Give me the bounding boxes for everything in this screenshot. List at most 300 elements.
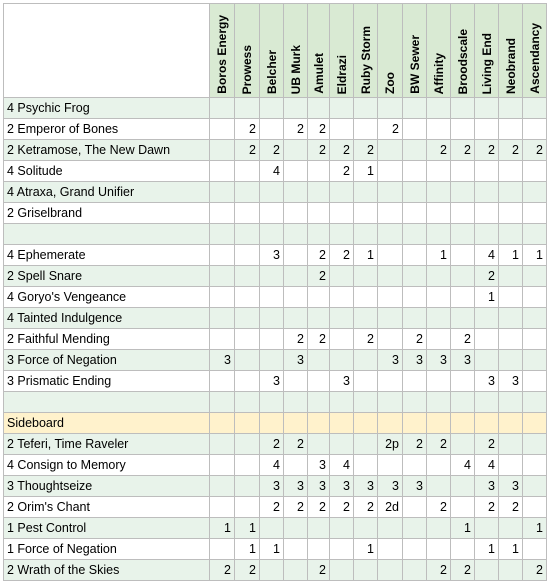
count-cell[interactable] [451,392,475,413]
count-cell[interactable] [210,98,235,119]
count-cell[interactable] [210,245,235,266]
count-cell[interactable]: 2p [378,434,403,455]
count-cell[interactable] [308,98,330,119]
count-cell[interactable] [427,203,451,224]
count-cell[interactable] [378,308,403,329]
count-cell[interactable] [284,308,308,329]
count-cell[interactable] [499,413,523,434]
count-cell[interactable] [330,182,354,203]
count-cell[interactable] [235,203,260,224]
count-cell[interactable] [378,329,403,350]
count-cell[interactable] [330,434,354,455]
count-cell[interactable] [403,203,427,224]
count-cell[interactable] [523,539,547,560]
count-cell[interactable] [330,392,354,413]
count-cell[interactable]: 2 [284,119,308,140]
count-cell[interactable]: 4 [260,455,284,476]
count-cell[interactable] [499,455,523,476]
count-cell[interactable] [235,266,260,287]
count-cell[interactable] [378,245,403,266]
count-cell[interactable] [523,434,547,455]
deck-header[interactable] [284,4,308,98]
count-cell[interactable] [210,476,235,497]
count-cell[interactable]: 2 [451,560,475,581]
count-cell[interactable] [235,98,260,119]
count-cell[interactable] [403,182,427,203]
corner-cell[interactable] [4,4,210,98]
count-cell[interactable] [210,140,235,161]
count-cell[interactable] [260,224,284,245]
count-cell[interactable]: 2 [427,140,451,161]
count-cell[interactable] [210,308,235,329]
count-cell[interactable] [427,266,451,287]
deck-header[interactable] [451,4,475,98]
count-cell[interactable] [330,329,354,350]
count-cell[interactable]: 3 [499,476,523,497]
deck-header[interactable] [427,4,451,98]
deck-header[interactable] [260,4,284,98]
count-cell[interactable]: 3 [378,476,403,497]
count-cell[interactable]: 3 [260,245,284,266]
count-cell[interactable] [499,350,523,371]
card-name-cell[interactable]: 3 Prismatic Ending [4,371,210,392]
count-cell[interactable]: 1 [354,245,378,266]
count-cell[interactable] [235,182,260,203]
count-cell[interactable] [523,497,547,518]
count-cell[interactable] [284,413,308,434]
count-cell[interactable] [451,371,475,392]
count-cell[interactable]: 3 [330,476,354,497]
count-cell[interactable] [451,119,475,140]
count-cell[interactable]: 2 [499,497,523,518]
count-cell[interactable]: 1 [523,518,547,539]
count-cell[interactable] [475,350,499,371]
count-cell[interactable]: 2 [475,497,499,518]
count-cell[interactable] [475,203,499,224]
count-cell[interactable] [260,119,284,140]
count-cell[interactable]: 3 [260,371,284,392]
count-cell[interactable] [523,224,547,245]
count-cell[interactable] [354,98,378,119]
count-cell[interactable]: 2 [330,497,354,518]
count-cell[interactable] [260,98,284,119]
count-cell[interactable]: 4 [330,455,354,476]
count-cell[interactable]: 2 [308,245,330,266]
count-cell[interactable]: 1 [499,539,523,560]
count-cell[interactable]: 2 [308,329,330,350]
count-cell[interactable] [330,287,354,308]
count-cell[interactable] [284,182,308,203]
card-name-cell[interactable]: 4 Goryo's Vengeance [4,287,210,308]
count-cell[interactable] [210,119,235,140]
count-cell[interactable] [260,266,284,287]
count-cell[interactable] [427,308,451,329]
count-cell[interactable] [308,392,330,413]
count-cell[interactable]: 3 [354,476,378,497]
count-cell[interactable] [523,329,547,350]
count-cell[interactable] [451,539,475,560]
count-cell[interactable] [378,539,403,560]
count-cell[interactable]: 4 [475,455,499,476]
count-cell[interactable] [499,329,523,350]
count-cell[interactable] [475,119,499,140]
count-cell[interactable] [308,287,330,308]
count-cell[interactable] [499,119,523,140]
count-cell[interactable] [284,560,308,581]
count-cell[interactable] [378,224,403,245]
count-cell[interactable] [403,224,427,245]
count-cell[interactable] [523,98,547,119]
count-cell[interactable] [284,161,308,182]
count-cell[interactable] [427,287,451,308]
count-cell[interactable]: 1 [451,518,475,539]
count-cell[interactable] [523,413,547,434]
count-cell[interactable] [354,371,378,392]
count-cell[interactable] [499,518,523,539]
count-cell[interactable] [284,224,308,245]
count-cell[interactable] [330,119,354,140]
count-cell[interactable] [308,371,330,392]
count-cell[interactable] [354,224,378,245]
count-cell[interactable]: 3 [308,476,330,497]
count-cell[interactable] [475,98,499,119]
count-cell[interactable] [210,371,235,392]
count-cell[interactable] [260,203,284,224]
count-cell[interactable]: 2 [308,560,330,581]
count-cell[interactable]: 2 [354,329,378,350]
count-cell[interactable] [330,539,354,560]
count-cell[interactable] [499,308,523,329]
count-cell[interactable] [499,98,523,119]
count-cell[interactable] [475,161,499,182]
count-cell[interactable]: 2 [427,497,451,518]
count-cell[interactable]: 3 [451,350,475,371]
count-cell[interactable] [403,98,427,119]
count-cell[interactable]: 2 [523,560,547,581]
count-cell[interactable] [210,182,235,203]
count-cell[interactable] [284,518,308,539]
count-cell[interactable] [451,476,475,497]
count-cell[interactable] [284,140,308,161]
count-cell[interactable] [427,329,451,350]
count-cell[interactable] [427,371,451,392]
count-cell[interactable]: 2 [260,434,284,455]
count-cell[interactable]: 2 [378,119,403,140]
count-cell[interactable] [284,455,308,476]
count-cell[interactable] [210,497,235,518]
count-cell[interactable]: 2 [308,119,330,140]
count-cell[interactable] [284,245,308,266]
count-cell[interactable]: 3 [330,371,354,392]
count-cell[interactable] [378,560,403,581]
count-cell[interactable]: 2 [260,140,284,161]
count-cell[interactable] [523,287,547,308]
count-cell[interactable] [475,182,499,203]
card-name-cell[interactable]: 3 Thoughtseize [4,476,210,497]
count-cell[interactable] [451,245,475,266]
count-cell[interactable] [523,203,547,224]
count-cell[interactable] [354,350,378,371]
card-name-cell[interactable]: 3 Force of Negation [4,350,210,371]
count-cell[interactable] [308,161,330,182]
count-cell[interactable] [499,392,523,413]
count-cell[interactable]: 2 [308,497,330,518]
count-cell[interactable] [523,476,547,497]
count-cell[interactable] [523,182,547,203]
count-cell[interactable] [210,413,235,434]
count-cell[interactable] [523,161,547,182]
count-cell[interactable] [235,392,260,413]
card-name-cell[interactable]: 2 Emperor of Bones [4,119,210,140]
count-cell[interactable] [378,287,403,308]
count-cell[interactable] [354,119,378,140]
count-cell[interactable] [499,203,523,224]
deck-header[interactable] [475,4,499,98]
count-cell[interactable]: 3 [284,350,308,371]
count-cell[interactable] [499,182,523,203]
count-cell[interactable]: 3 [427,350,451,371]
count-cell[interactable] [427,161,451,182]
count-cell[interactable]: 2 [403,329,427,350]
count-cell[interactable] [235,287,260,308]
count-cell[interactable]: 2 [403,434,427,455]
count-cell[interactable] [451,434,475,455]
deck-header[interactable] [378,4,403,98]
count-cell[interactable] [378,413,403,434]
count-cell[interactable] [260,308,284,329]
count-cell[interactable]: 1 [354,539,378,560]
count-cell[interactable] [235,476,260,497]
count-cell[interactable] [284,266,308,287]
deck-header[interactable] [235,4,260,98]
count-cell[interactable] [451,497,475,518]
card-name-cell[interactable]: 2 Faithful Mending [4,329,210,350]
count-cell[interactable] [330,413,354,434]
count-cell[interactable]: 2 [308,140,330,161]
count-cell[interactable] [284,287,308,308]
deck-header[interactable] [523,4,547,98]
card-name-cell[interactable] [4,392,210,413]
count-cell[interactable] [475,413,499,434]
count-cell[interactable] [354,287,378,308]
count-cell[interactable] [210,287,235,308]
deck-header[interactable] [210,4,235,98]
count-cell[interactable] [330,350,354,371]
count-cell[interactable]: 2 [284,497,308,518]
deck-header[interactable] [330,4,354,98]
count-cell[interactable] [235,245,260,266]
card-name-cell[interactable]: 2 Wrath of the Skies [4,560,210,581]
count-cell[interactable] [427,455,451,476]
count-cell[interactable] [427,182,451,203]
count-cell[interactable] [499,266,523,287]
deck-header[interactable] [499,4,523,98]
count-cell[interactable] [210,266,235,287]
count-cell[interactable]: 1 [499,245,523,266]
count-cell[interactable] [451,413,475,434]
count-cell[interactable]: 1 [260,539,284,560]
count-cell[interactable] [354,392,378,413]
count-cell[interactable] [378,266,403,287]
count-cell[interactable]: 3 [308,455,330,476]
count-cell[interactable] [210,455,235,476]
count-cell[interactable] [403,455,427,476]
count-cell[interactable] [523,119,547,140]
count-cell[interactable] [427,518,451,539]
count-cell[interactable]: 2 [475,266,499,287]
count-cell[interactable] [403,560,427,581]
count-cell[interactable] [308,350,330,371]
count-cell[interactable]: 4 [260,161,284,182]
count-cell[interactable] [354,518,378,539]
count-cell[interactable] [308,518,330,539]
count-cell[interactable]: 3 [284,476,308,497]
count-cell[interactable] [260,413,284,434]
card-name-cell[interactable] [4,224,210,245]
count-cell[interactable] [403,497,427,518]
count-cell[interactable] [210,224,235,245]
count-cell[interactable] [330,224,354,245]
count-cell[interactable] [499,224,523,245]
count-cell[interactable] [523,308,547,329]
count-cell[interactable] [523,371,547,392]
deck-header[interactable] [308,4,330,98]
count-cell[interactable] [499,287,523,308]
count-cell[interactable] [235,350,260,371]
count-cell[interactable] [427,98,451,119]
count-cell[interactable] [451,98,475,119]
count-cell[interactable]: 2 [475,140,499,161]
count-cell[interactable] [330,560,354,581]
count-cell[interactable]: 2 [523,140,547,161]
count-cell[interactable] [330,266,354,287]
count-cell[interactable]: 2 [330,245,354,266]
count-cell[interactable]: 4 [475,245,499,266]
count-cell[interactable] [451,308,475,329]
count-cell[interactable] [427,392,451,413]
count-cell[interactable] [210,203,235,224]
count-cell[interactable]: 3 [475,371,499,392]
count-cell[interactable]: 1 [475,287,499,308]
count-cell[interactable] [330,98,354,119]
count-cell[interactable] [499,434,523,455]
card-name-cell[interactable]: 4 Ephemerate [4,245,210,266]
count-cell[interactable] [235,497,260,518]
count-cell[interactable] [308,434,330,455]
count-cell[interactable] [427,413,451,434]
count-cell[interactable]: 2 [354,140,378,161]
count-cell[interactable] [475,518,499,539]
count-cell[interactable]: 1 [354,161,378,182]
count-cell[interactable] [210,161,235,182]
count-cell[interactable] [427,119,451,140]
count-cell[interactable] [451,266,475,287]
count-cell[interactable] [308,539,330,560]
count-cell[interactable] [403,308,427,329]
count-cell[interactable] [378,140,403,161]
count-cell[interactable] [475,392,499,413]
count-cell[interactable]: 1 [427,245,451,266]
count-cell[interactable] [210,392,235,413]
card-name-cell[interactable]: 4 Psychic Frog [4,98,210,119]
count-cell[interactable] [308,224,330,245]
card-name-cell[interactable]: 2 Spell Snare [4,266,210,287]
count-cell[interactable] [378,455,403,476]
count-cell[interactable] [235,455,260,476]
count-cell[interactable] [378,161,403,182]
count-cell[interactable] [308,182,330,203]
count-cell[interactable] [284,203,308,224]
count-cell[interactable] [378,182,403,203]
count-cell[interactable] [354,413,378,434]
count-cell[interactable]: 3 [210,350,235,371]
count-cell[interactable] [330,518,354,539]
count-cell[interactable]: 1 [235,539,260,560]
count-cell[interactable] [260,392,284,413]
count-cell[interactable] [403,287,427,308]
count-cell[interactable] [354,434,378,455]
card-name-cell[interactable]: 1 Pest Control [4,518,210,539]
count-cell[interactable]: 3 [499,371,523,392]
count-cell[interactable]: 2 [427,560,451,581]
count-cell[interactable]: 1 [475,539,499,560]
count-cell[interactable] [260,560,284,581]
count-cell[interactable] [523,392,547,413]
count-cell[interactable] [260,287,284,308]
count-cell[interactable] [403,518,427,539]
count-cell[interactable]: 2 [210,560,235,581]
count-cell[interactable] [284,98,308,119]
count-cell[interactable]: 3 [475,476,499,497]
count-cell[interactable] [378,392,403,413]
card-name-cell[interactable]: 2 Griselbrand [4,203,210,224]
count-cell[interactable] [354,203,378,224]
count-cell[interactable] [499,560,523,581]
count-cell[interactable] [403,392,427,413]
count-cell[interactable]: 1 [523,245,547,266]
deck-header[interactable] [403,4,427,98]
count-cell[interactable] [523,350,547,371]
count-cell[interactable] [260,329,284,350]
count-cell[interactable] [378,203,403,224]
count-cell[interactable] [308,203,330,224]
count-cell[interactable] [451,224,475,245]
count-cell[interactable]: 2 [284,434,308,455]
count-cell[interactable] [403,413,427,434]
count-cell[interactable]: 2 [260,497,284,518]
count-cell[interactable] [451,203,475,224]
count-cell[interactable] [284,539,308,560]
card-name-cell[interactable]: 4 Atraxa, Grand Unifier [4,182,210,203]
count-cell[interactable] [330,308,354,329]
count-cell[interactable] [523,266,547,287]
count-cell[interactable] [210,539,235,560]
card-name-cell[interactable]: 2 Ketramose, The New Dawn [4,140,210,161]
count-cell[interactable] [403,539,427,560]
card-name-cell[interactable]: 4 Consign to Memory [4,455,210,476]
count-cell[interactable]: 2 [451,329,475,350]
count-cell[interactable] [354,308,378,329]
count-cell[interactable] [475,560,499,581]
count-cell[interactable] [427,224,451,245]
card-name-cell[interactable]: 1 Force of Negation [4,539,210,560]
count-cell[interactable] [210,329,235,350]
deck-header[interactable] [354,4,378,98]
count-cell[interactable] [330,203,354,224]
count-cell[interactable]: 1 [210,518,235,539]
count-cell[interactable] [475,329,499,350]
count-cell[interactable]: 3 [403,350,427,371]
